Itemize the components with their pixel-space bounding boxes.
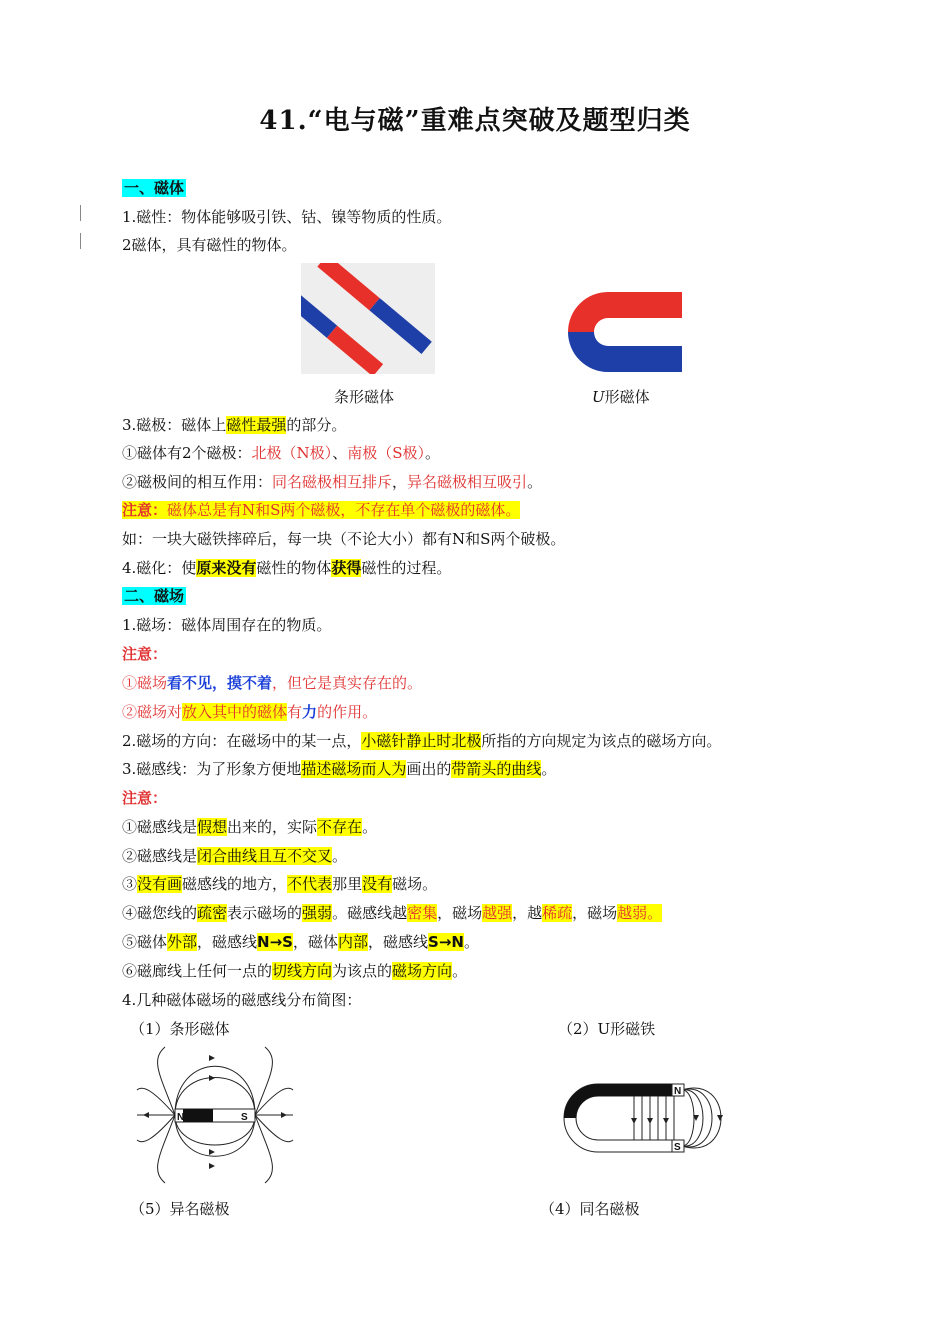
caption-u-text: 形磁体 xyxy=(604,388,650,406)
text: 磁场。 xyxy=(392,875,438,893)
highlight: 放入其中的磁体 xyxy=(182,703,288,721)
text: 。 xyxy=(463,933,479,951)
text: 磁性的过程。 xyxy=(361,559,452,577)
highlight: 磁场方向 xyxy=(392,962,453,980)
highlight: 不存在 xyxy=(317,818,363,836)
text: ④磁您线的 xyxy=(122,904,198,922)
caption-u-magnet xyxy=(592,386,650,407)
text-line: 1.磁场：磁体周围存在的物质。 xyxy=(122,616,332,634)
text: 画出的 xyxy=(406,760,452,778)
bar-magnet-image xyxy=(301,263,435,374)
text-line-field-lines xyxy=(122,758,556,780)
margin-mark xyxy=(80,205,81,221)
text: 4.磁化：使 xyxy=(122,559,197,577)
text: ，但它是真实存在的。 xyxy=(272,674,423,692)
highlight: 不代表 xyxy=(287,875,333,893)
note-item-3 xyxy=(122,873,437,895)
figure-caption-1: （1）条形磁体 xyxy=(130,1020,230,1038)
figure-caption-2: （2）U形磁铁 xyxy=(558,1020,656,1038)
text: 。 xyxy=(362,818,378,836)
u-magnet-field-diagram xyxy=(558,1076,738,1188)
highlight: 小磁针静止时北极 xyxy=(361,732,482,750)
highlight: 没有画 xyxy=(137,875,183,893)
text-line: 4.几种磁体磁场的磁感线分布简图： xyxy=(122,991,362,1009)
highlight: 磁性最强 xyxy=(226,416,287,434)
text: 2.磁场的方向：在磁场中的某一点， xyxy=(122,732,362,750)
text: 有 xyxy=(287,703,303,721)
note-line-force xyxy=(122,701,377,723)
text-line-pole xyxy=(122,414,346,436)
text: ①磁感线是 xyxy=(122,818,198,836)
highlight: 闭合曲线且互不交叉 xyxy=(197,847,333,865)
pole-label-n: N xyxy=(674,1086,682,1097)
text: ②磁场对 xyxy=(122,703,183,721)
highlight: 内部 xyxy=(338,933,369,951)
text: ， xyxy=(392,473,408,491)
blue-text: 力 xyxy=(302,703,318,721)
text-line-magnetization xyxy=(122,557,451,579)
text: ①磁场 xyxy=(122,674,168,692)
text: 3.磁感线：为了形象方便地 xyxy=(122,760,302,778)
note-item-5 xyxy=(122,931,479,953)
highlight: S→N xyxy=(428,933,464,951)
note-line-invisible xyxy=(122,672,422,694)
text: ，磁体 xyxy=(292,933,338,951)
highlight: N→S xyxy=(257,933,293,951)
caption-bar-magnet: 条形磁体 xyxy=(334,388,395,406)
section-header-magnet xyxy=(122,177,186,199)
text: 表示磁场的 xyxy=(227,904,303,922)
text: ，磁感线 xyxy=(368,933,429,951)
red-text: 南极（S极） xyxy=(347,444,425,462)
note-item-2 xyxy=(122,845,347,867)
text: ⑤磁体 xyxy=(122,933,168,951)
text-line-example: 如：一块大磁铁摔碎后，每一块（不论大小）都有N和S两个破极。 xyxy=(122,530,566,548)
highlight: 强弱 xyxy=(302,904,333,922)
text: ，磁场 xyxy=(437,904,483,922)
section-header-label: 一、磁体 xyxy=(124,179,185,197)
text: 。 xyxy=(541,760,557,778)
note-line-poles xyxy=(122,499,520,521)
pole-label-n: N xyxy=(177,1112,185,1123)
text: 的作用。 xyxy=(317,703,378,721)
section-header-label: 二、磁场 xyxy=(124,587,185,605)
highlight: 疏密 xyxy=(197,904,228,922)
note-item-1 xyxy=(122,816,377,838)
highlight: 假想 xyxy=(197,818,228,836)
caption-u-letter: U xyxy=(592,388,605,406)
text: 磁感线的地方， xyxy=(182,875,288,893)
pole-label-s: S xyxy=(674,1142,681,1153)
text: 出来的，实际 xyxy=(227,818,318,836)
text-line: 1.磁性：物体能够吸引铁、钴、镍等物质的性质。 xyxy=(122,208,452,226)
text-line-interaction xyxy=(122,471,542,493)
highlight: 外部 xyxy=(167,933,198,951)
section-header-field xyxy=(122,585,186,607)
highlight: 带箭头的曲线 xyxy=(451,760,542,778)
text: ，越 xyxy=(512,904,543,922)
text: ③ xyxy=(122,875,138,893)
bar-magnet-field-diagram xyxy=(135,1045,295,1185)
highlight-red: 越强 xyxy=(482,904,513,922)
text: ⑥磁廊线上任何一点的 xyxy=(122,962,273,980)
u-magnet-image xyxy=(568,292,683,372)
text: 、 xyxy=(332,444,348,462)
highlight: 获得 xyxy=(331,559,362,577)
figure-caption-5: （5）异名磁极 xyxy=(130,1200,230,1218)
red-text: 异名磁极相互吸引 xyxy=(407,473,528,491)
text: ，磁场 xyxy=(572,904,618,922)
page-title: 41.“电与磁”重难点突破及题型归类 xyxy=(259,106,691,136)
highlight: 原来没有 xyxy=(196,559,257,577)
red-text: 北极（N极） xyxy=(251,444,333,462)
text: 所指的方向规定为该点的磁场方向。 xyxy=(481,732,722,750)
blue-text: 看不见，摸不着 xyxy=(167,674,273,692)
highlight-red: 稀疏 xyxy=(542,904,573,922)
text: 3.磁极：磁体上 xyxy=(122,416,227,434)
note-label: 注意： xyxy=(122,789,168,807)
highlight: 描述磁场而人为 xyxy=(301,760,407,778)
text: ②磁极间的相互作用： xyxy=(122,473,273,491)
text: 。 xyxy=(332,847,348,865)
pole-label-s: S xyxy=(241,1112,248,1123)
text: ①磁体有2个磁极： xyxy=(122,444,252,462)
text: 。磁感线越 xyxy=(332,904,408,922)
text: 为该点的 xyxy=(332,962,393,980)
note-text: 磁体总是有N和S两个磁极，不存在单个磁极的磁体。 xyxy=(167,501,521,519)
text: 那里 xyxy=(332,875,363,893)
text: 。 xyxy=(424,444,440,462)
highlight-red: 越弱。 xyxy=(617,904,663,922)
text: ，磁感线 xyxy=(197,933,258,951)
text: 的部分。 xyxy=(286,416,347,434)
figure-caption-4: （4）同名磁极 xyxy=(540,1200,640,1218)
note-item-6 xyxy=(122,960,467,982)
highlight: 切线方向 xyxy=(272,962,333,980)
note-label: 注意： xyxy=(122,501,168,519)
highlight: 没有 xyxy=(362,875,393,893)
red-text: 同名磁极相互排斥 xyxy=(272,473,393,491)
text: 。 xyxy=(452,962,468,980)
note-item-4 xyxy=(122,902,662,924)
highlight-red: 密集 xyxy=(407,904,438,922)
text: ②磁感线是 xyxy=(122,847,198,865)
text-line-two-poles xyxy=(122,442,440,464)
text-line: 2磁体，具有磁性的物体。 xyxy=(122,236,297,254)
margin-mark xyxy=(80,233,81,249)
text: 。 xyxy=(527,473,543,491)
note-label: 注意： xyxy=(122,645,168,663)
text-line-direction xyxy=(122,730,721,752)
text: 磁性的物体 xyxy=(256,559,332,577)
